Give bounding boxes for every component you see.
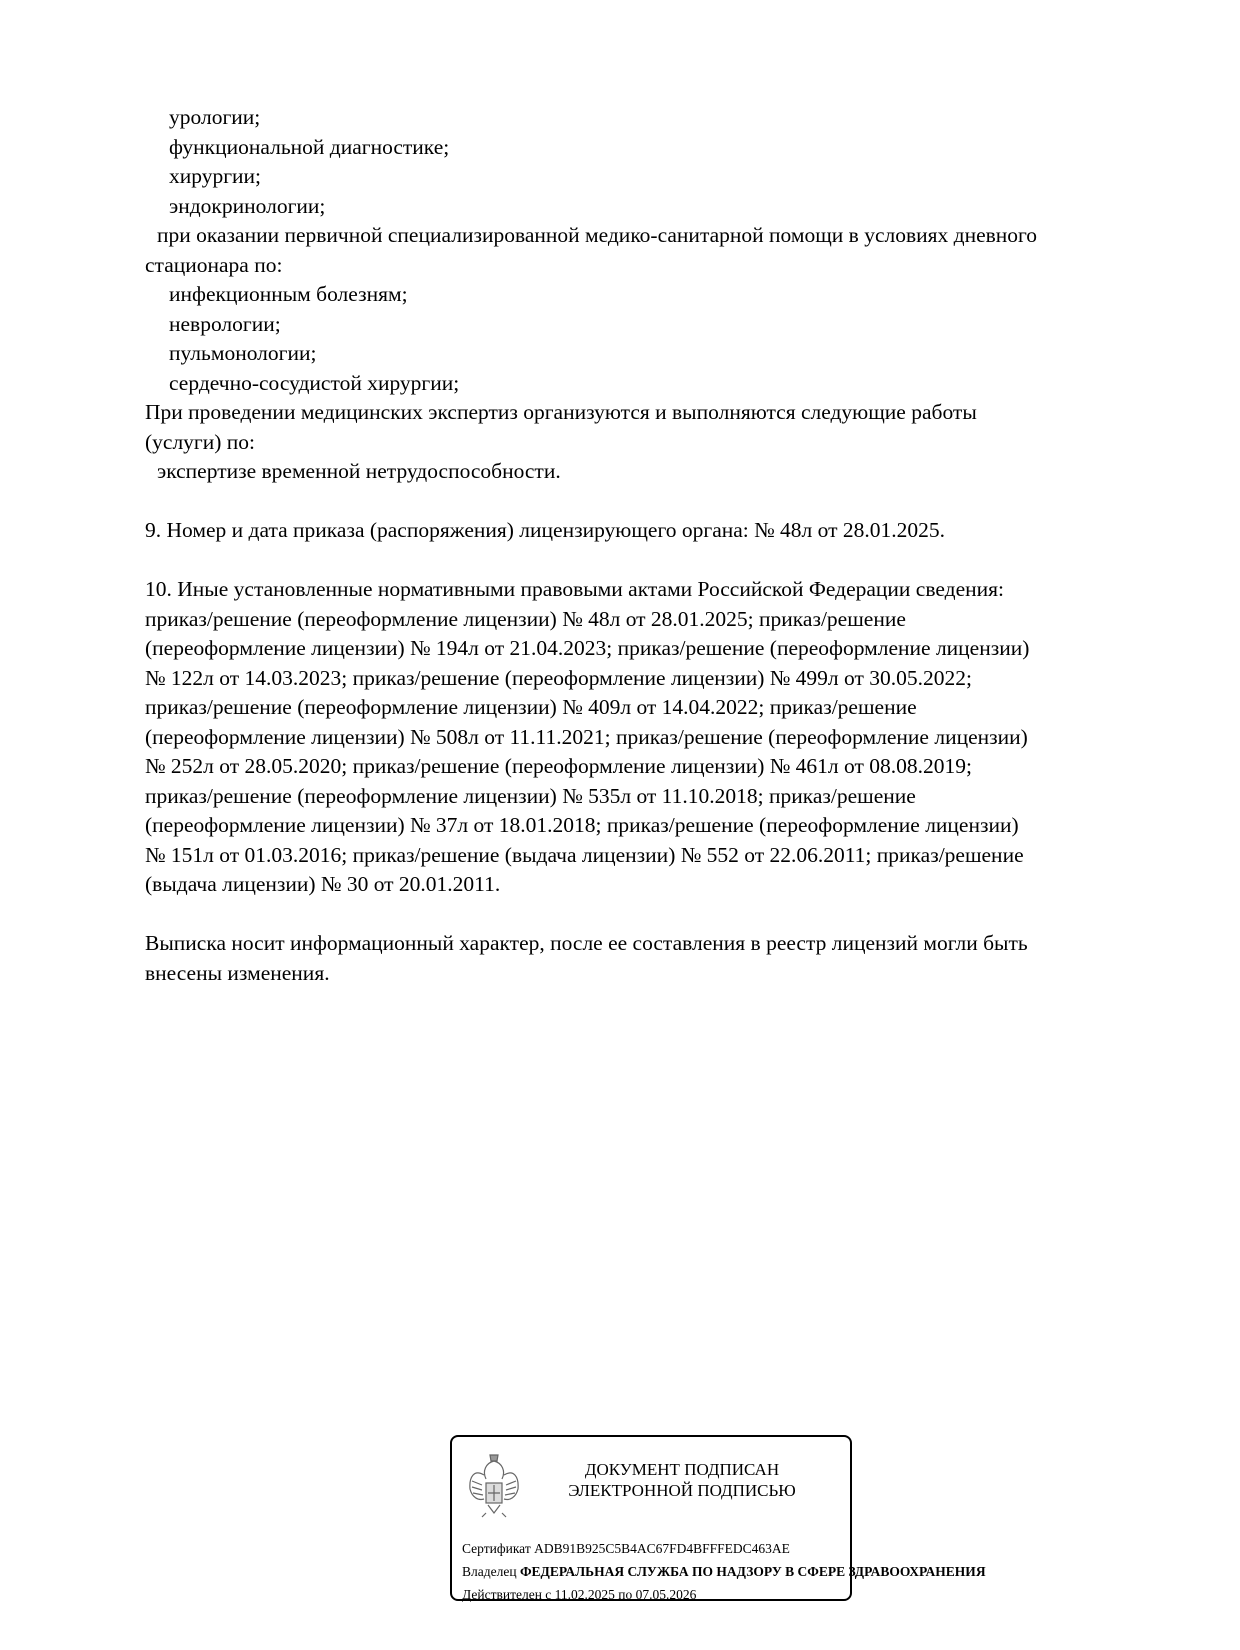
paragraph-line: 10. Иные установленные нормативными правовыми актами Российской Федерации сведения: (145, 577, 1004, 601)
paragraph-line: № 151л от 01.03.2016; приказ/решение (выдача лицензии) № 552 от 22.06.2011; приказ/решение (145, 842, 1024, 867)
list-item: урологии; (169, 105, 261, 129)
document-body (145, 103, 1155, 988)
list-item: хирургии; (169, 164, 262, 188)
paragraph-line: приказ/решение (переоформление лицензии) № 48л от 28.01.2025; приказ/решение (145, 606, 906, 631)
section-9: 9. Номер и дата приказа (распоряжения) лицензирующего органа: № 48л от 28.01.2025. (145, 518, 945, 542)
list-item: инфекционным болезням; (169, 282, 408, 306)
electronic-signature-stamp (450, 1435, 986, 1602)
paragraph-line: (переоформление лицензии) № 508л от 11.11.2021; приказ/решение (переоформление лицензии) (145, 724, 1028, 749)
disclaimer-line: Выписка носит информационный характер, после ее составления в реестр лицензий могли быть (145, 931, 1028, 955)
list-item: неврологии; (169, 311, 281, 336)
list-item: эндокринологии; (169, 193, 326, 218)
owner-name: ФЕДЕРАЛЬНАЯ СЛУЖБА ПО НАДЗОРУ В СФЕРЕ ЗДРАВООХРАНЕНИЯ (519, 1564, 986, 1579)
paragraph-line: (переоформление лицензии) № 194л от 21.04.2023; приказ/решение (переоформление лицензии) (145, 636, 1030, 660)
paragraph-line: (переоформление лицензии) № 37л от 18.01.2018; приказ/решение (переоформление лицензии) (145, 813, 1019, 837)
list-item: функциональной диагностике; (169, 134, 450, 159)
paragraph-line: приказ/решение (переоформление лицензии) № 409л от 14.04.2022; приказ/решение (145, 695, 917, 719)
stamp-title: ДОКУМЕНТ ПОДПИСАН ЭЛЕКТРОННОЙ ПОДПИСЬЮ (568, 1460, 796, 1500)
owner-line: Владелец ФЕДЕРАЛЬНАЯ СЛУЖБА ПО НАДЗОРУ В СФЕРЕ ЗДРАВООХРАНЕНИЯ (462, 1564, 986, 1579)
paragraph-line: приказ/решение (переоформление лицензии) № 535л от 11.10.2018; приказ/решение (145, 783, 916, 808)
section-intro: При проведении медицинских экспертиз организуются и выполняются следующие работы (145, 400, 977, 424)
section-intro: при оказании первичной специализированной медико-санитарной помощи в условиях дневного (157, 223, 1038, 247)
section-intro: стационара по: (145, 252, 283, 277)
paragraph-line: (выдача лицензии) № 30 от 20.01.2011. (145, 872, 501, 896)
paragraph-line: № 122л от 14.03.2023; приказ/решение (переоформление лицензии) № 499л от 30.05.2022; (145, 665, 972, 690)
list-item: пульмонологии; (169, 341, 317, 365)
certificate-line: Сертификат ADB91B925C5B4AC67FD4BFFFEDC463AE (462, 1541, 790, 1556)
certificate-number: ADB91B925C5B4AC67FD4BFFFEDC463AE (534, 1541, 790, 1556)
disclaimer-line: внесены изменения. (145, 960, 330, 985)
validity-line: Действителен с 11.02.2025 по 07.05.2026 (462, 1587, 697, 1602)
section-10 (145, 575, 1155, 900)
list-item: сердечно-сосудистой хирургии; (169, 370, 460, 395)
paragraph-line: № 252л от 28.05.2020; приказ/решение (переоформление лицензии) № 461л от 08.08.2019; (145, 754, 972, 778)
section-intro: (услуги) по: (145, 429, 256, 454)
coat-of-arms-icon (466, 1449, 522, 1521)
list-item: экспертизе временной нетрудоспособности. (157, 459, 561, 483)
